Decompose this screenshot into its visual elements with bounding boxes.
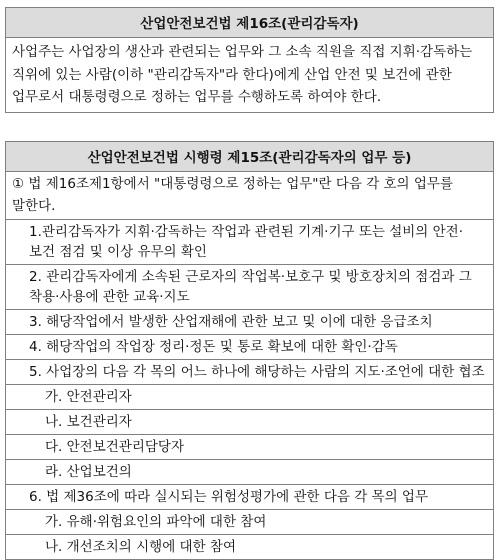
decree-subitem: 나. 개선조치의 시행에 대한 참여 xyxy=(6,535,494,560)
decree-item: 4. 해당작업의 작업장 정리·정돈 및 통로 확보에 대한 확인·감독 xyxy=(6,335,494,360)
decree-subitem: 나. 보건관리자 xyxy=(6,410,494,435)
law-article-text: 사업주는 사업장의 생산과 관련되는 업무와 그 소속 직원을 직접 지휘·감독하는 직위에 있는 사람(이하 "관리감독자"라 한다)에게 산업 안전 및 보건에 관한 업무로서 대통령령으로 정하는 업무를 수행하도록 하여야 한다. xyxy=(6,38,494,113)
decree-article-title: 산업안전보건법 시행령 제15조(관리감독자의 업무 등) xyxy=(6,142,494,172)
decree-subitem: 가. 안전관리자 xyxy=(6,385,494,410)
decree-item: 2. 관리감독자에게 소속된 근로자의 작업복·보호구 및 방호장치의 점검과 그 착용·사용에 관한 교육·지도 xyxy=(6,265,494,310)
decree-item: 6. 법 제36조에 따라 실시되는 위험성평가에 관한 다음 각 목의 업무 xyxy=(6,485,494,510)
law-article-table xyxy=(5,7,494,113)
decree-subitem: 가. 유해·위험요인의 파악에 대한 참여 xyxy=(6,510,494,535)
decree-subitem: 다. 안전보건관리담당자 xyxy=(6,435,494,460)
decree-subitem: 라. 산업보건의 xyxy=(6,460,494,485)
decree-article-table xyxy=(5,141,494,560)
law-article-title: 산업안전보건법 제16조(관리감독자) xyxy=(6,8,494,38)
decree-item: 5. 사업장의 다음 각 목의 어느 하나에 해당하는 사람의 지도·조언에 대한 협조 xyxy=(6,360,494,385)
decree-article-intro: ① 법 제16조제1항에서 "대통령령으로 정하는 업무"란 다음 각 호의 업무를 말한다. xyxy=(6,172,494,220)
decree-item: 1.관리감독자가 지휘·감독하는 작업과 관련된 기계·기구 또는 설비의 안전·보건 점검 및 이상 유무의 확인 xyxy=(6,220,494,265)
decree-item: 3. 해당작업에서 발생한 산업재해에 관한 보고 및 이에 대한 응급조치 xyxy=(6,310,494,335)
